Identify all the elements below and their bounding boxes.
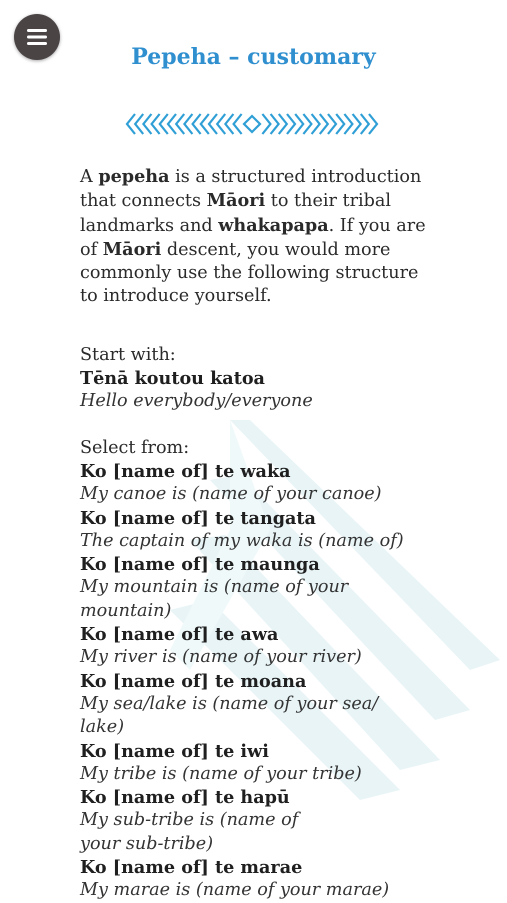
phrase-te-marae: Ko [name of] te marae	[80, 857, 303, 879]
phrase-te-waka: Ko [name of] te waka	[80, 460, 291, 482]
term-whakapapa: whakapapa	[218, 214, 329, 236]
translation-te-hapu: My sub-tribe is (name of your sub-tribe)	[80, 810, 299, 854]
start-phrase: Tēnā koutou katoa	[80, 368, 265, 390]
translation-te-moana: My sea/lake is (name of your sea/ lake)	[80, 693, 379, 738]
intro-paragraph	[80, 165, 440, 309]
translation-te-maunga: My mountain is (name of your mountain)	[80, 577, 349, 621]
phrase-te-moana: Ko [name of] te moana	[80, 670, 307, 692]
phrase-item	[80, 786, 440, 856]
start-label: Start with:	[80, 344, 176, 365]
intro-text: A	[80, 167, 99, 187]
phrase-te-iwi: Ko [name of] te iwi	[80, 740, 269, 762]
start-translation: Hello everybody/everyone	[80, 391, 313, 412]
phrase-te-tangata: Ko [name of] te tangata	[80, 507, 316, 529]
phrase-item	[80, 623, 440, 670]
page-title: Pepeha – customary	[131, 44, 376, 70]
phrase-te-maunga: Ko [name of] te maunga	[80, 554, 320, 576]
translation-te-tangata: The captain of my waka is (name of)	[80, 530, 404, 551]
term-pepeha: pepeha	[98, 166, 170, 187]
phrase-item	[80, 507, 440, 554]
translation-te-awa: My river is (name of your river)	[80, 647, 362, 668]
phrase-item	[80, 553, 440, 623]
translation-te-iwi: My tribe is (name of your tribe)	[80, 763, 362, 784]
phrase-item	[80, 670, 440, 740]
intro-text: descent, you would more commonly use the following structure to introduce yourself.	[80, 239, 419, 307]
select-label: Select from:	[80, 437, 190, 458]
intro-text: . If you are of	[80, 215, 426, 260]
section-spacer	[80, 414, 440, 437]
phrase-item	[80, 856, 440, 903]
term-maori: Māori	[206, 190, 266, 212]
phrase-te-hapu: Ko [name of] te hapū	[80, 787, 290, 809]
translation-te-marae: My marae is (name of your marae)	[80, 880, 390, 901]
hamburger-menu-icon	[27, 29, 47, 45]
phrase-item	[80, 460, 440, 507]
phrase-item	[80, 740, 440, 787]
main-content	[80, 165, 440, 903]
intro-text: is a structured introduction that connects	[80, 167, 422, 212]
tribal-pattern-divider-icon	[123, 110, 381, 138]
intro-text: to their tribal landmarks and	[80, 191, 391, 236]
phrase-te-awa: Ko [name of] te awa	[80, 624, 279, 646]
term-maori: Māori	[102, 238, 162, 260]
translation-te-waka: My canoe is (name of your canoe)	[80, 484, 382, 505]
